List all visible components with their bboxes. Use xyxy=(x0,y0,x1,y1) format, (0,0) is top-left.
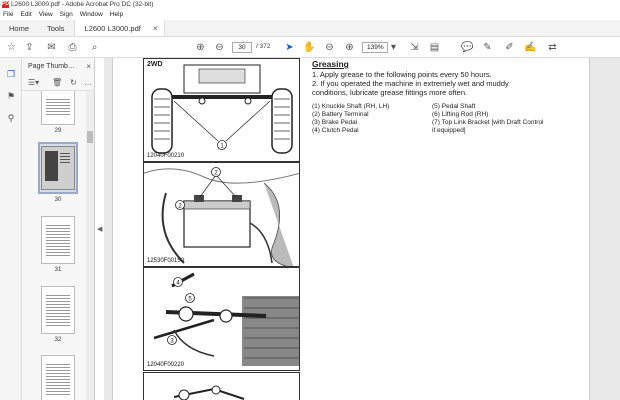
part-3: (3) Brake Pedal xyxy=(312,119,358,126)
star-icon[interactable]: ☆ xyxy=(7,42,16,53)
chevron-down-icon[interactable]: ▾ xyxy=(390,42,397,53)
lifting-rod-illustration xyxy=(144,373,300,400)
tab-home[interactable]: Home xyxy=(0,20,38,36)
tab-close-icon[interactable]: × xyxy=(152,23,158,33)
thumbnail-label: 32 xyxy=(54,337,62,343)
thumbnail-page-31[interactable] xyxy=(41,216,75,264)
options-menu-icon[interactable]: ☰▾ xyxy=(28,78,40,87)
page-up-icon[interactable]: ⊕ xyxy=(196,42,205,53)
collapse-panel-icon[interactable]: ◀ xyxy=(97,226,103,233)
toolbar xyxy=(0,37,620,58)
highlight-pen-icon[interactable]: ✎ xyxy=(483,42,492,53)
menu-edit[interactable]: Edit xyxy=(20,11,32,18)
thumbnail-label: 30 xyxy=(54,197,62,203)
menu-help[interactable]: Help xyxy=(109,11,124,18)
tab-document[interactable] xyxy=(74,20,165,36)
thumbnail-page-29[interactable] xyxy=(41,91,75,125)
delete-icon[interactable]: 🗑 xyxy=(52,78,63,87)
callout-1: 1 xyxy=(220,143,224,150)
menu-file[interactable]: File xyxy=(3,11,14,18)
attachment-icon[interactable]: ⚲ xyxy=(7,112,15,123)
figure-code: 12040F00220 xyxy=(147,362,185,368)
search-icon[interactable]: ⌕ xyxy=(91,42,98,53)
callout-2b: 2 xyxy=(178,203,182,210)
step-2-cont: conditions, lubricate grease fittings more often. xyxy=(312,88,468,97)
callout-5: 5 xyxy=(188,296,192,303)
draw-icon[interactable]: ✐ xyxy=(505,42,514,53)
panel-close-icon[interactable]: × xyxy=(86,62,91,71)
figure-tag-2wd: 2WD xyxy=(147,61,163,68)
page-thumbnails-icon[interactable]: ❐ xyxy=(6,68,16,79)
tab-bar xyxy=(0,20,620,37)
navigation-rail xyxy=(0,58,22,400)
page-total: / 372 xyxy=(256,43,271,50)
figure-lifting-rod xyxy=(143,372,300,400)
bookmark-icon[interactable]: ⚑ xyxy=(6,90,16,101)
more-icon[interactable]: … xyxy=(84,78,92,87)
thumbnail-label: 31 xyxy=(54,267,62,273)
zoom-out-icon[interactable]: ⊖ xyxy=(325,42,334,53)
step-2: 2. If you operated the machine in extremely wet and muddy xyxy=(312,79,509,88)
fill-sign-icon[interactable]: ✍ xyxy=(524,42,537,53)
figure-code: 12530F00150 xyxy=(147,258,185,264)
callout-3: 3 xyxy=(170,338,174,345)
hand-tool-icon[interactable]: ✋ xyxy=(303,42,316,53)
step-1: 1. Apply grease to the following points every 50 hours. xyxy=(312,70,492,79)
battery-illustration xyxy=(144,163,300,267)
menu-bar xyxy=(0,9,620,20)
zoom-in-icon[interactable]: ⊕ xyxy=(345,42,354,53)
scrollbar-thumb[interactable] xyxy=(87,131,93,143)
front-axle-illustration xyxy=(144,59,300,162)
thumbnail-page-30[interactable] xyxy=(41,146,75,190)
part-7-cont: if equipped] xyxy=(432,127,466,134)
part-7: (7) Top Link Bracket [with Draft Control xyxy=(432,119,544,126)
panel-header xyxy=(22,58,95,75)
fit-page-icon[interactable]: ⇲ xyxy=(410,42,419,53)
part-4: (4) Clutch Pedal xyxy=(312,127,359,134)
tab-tools[interactable]: Tools xyxy=(38,20,74,36)
zoom-select[interactable]: 139% xyxy=(362,42,388,53)
figure-code: 12040F00210 xyxy=(147,153,185,159)
comment-icon[interactable]: 💬 xyxy=(461,42,474,53)
thumbnail-page-32[interactable] xyxy=(41,286,75,334)
pedal-illustration xyxy=(144,268,300,371)
thumbnail-page-33[interactable] xyxy=(41,355,75,400)
part-1: (1) Knuckle Shaft (RH, LH) xyxy=(312,103,390,110)
menu-sign[interactable]: Sign xyxy=(59,11,73,18)
panel-toolbar xyxy=(22,75,95,91)
figure-pedals xyxy=(143,267,300,371)
figure-front-axle xyxy=(143,58,300,162)
thumbnail-label: 29 xyxy=(54,128,62,134)
scroll-mode-icon[interactable]: ▤ xyxy=(429,42,440,53)
print-icon[interactable]: ⎙ xyxy=(68,42,77,53)
page-number-input[interactable]: 30 xyxy=(232,42,252,53)
tab-document-label: L2600 L3000.pdf xyxy=(84,23,141,33)
figure-battery xyxy=(143,162,300,267)
callout-4: 4 xyxy=(176,280,180,287)
menu-window[interactable]: Window xyxy=(79,11,103,18)
thumbnail-list xyxy=(22,91,86,400)
panel-title: Page Thumb… xyxy=(28,63,75,70)
menu-view[interactable]: View xyxy=(38,11,53,18)
section-heading: Greasing xyxy=(312,59,349,69)
page-down-icon[interactable]: ⊖ xyxy=(215,42,224,53)
thumbnail-scrollbar[interactable] xyxy=(86,91,94,400)
select-cursor-icon[interactable]: ➤ xyxy=(285,42,294,53)
part-2: (2) Battery Terminal xyxy=(312,111,369,118)
rotate-icon[interactable]: ↻ xyxy=(70,78,77,87)
acrobat-logo-icon: PDF xyxy=(2,1,12,7)
page-thumbnails-panel xyxy=(22,58,95,400)
mail-icon[interactable]: ✉ xyxy=(47,42,56,53)
window-title: L2600 L3000.pdf - Adobe Acrobat Pro DC (32-bit) xyxy=(11,1,154,8)
share-icon[interactable]: ⇄ xyxy=(548,42,557,53)
part-6: (6) Lifting Rod (RH) xyxy=(432,111,489,118)
part-5: (5) Pedal Shaft xyxy=(432,103,476,110)
save-cloud-icon[interactable]: ⇪ xyxy=(25,42,34,53)
title-bar xyxy=(0,0,620,9)
callout-2a: 2 xyxy=(214,170,218,177)
